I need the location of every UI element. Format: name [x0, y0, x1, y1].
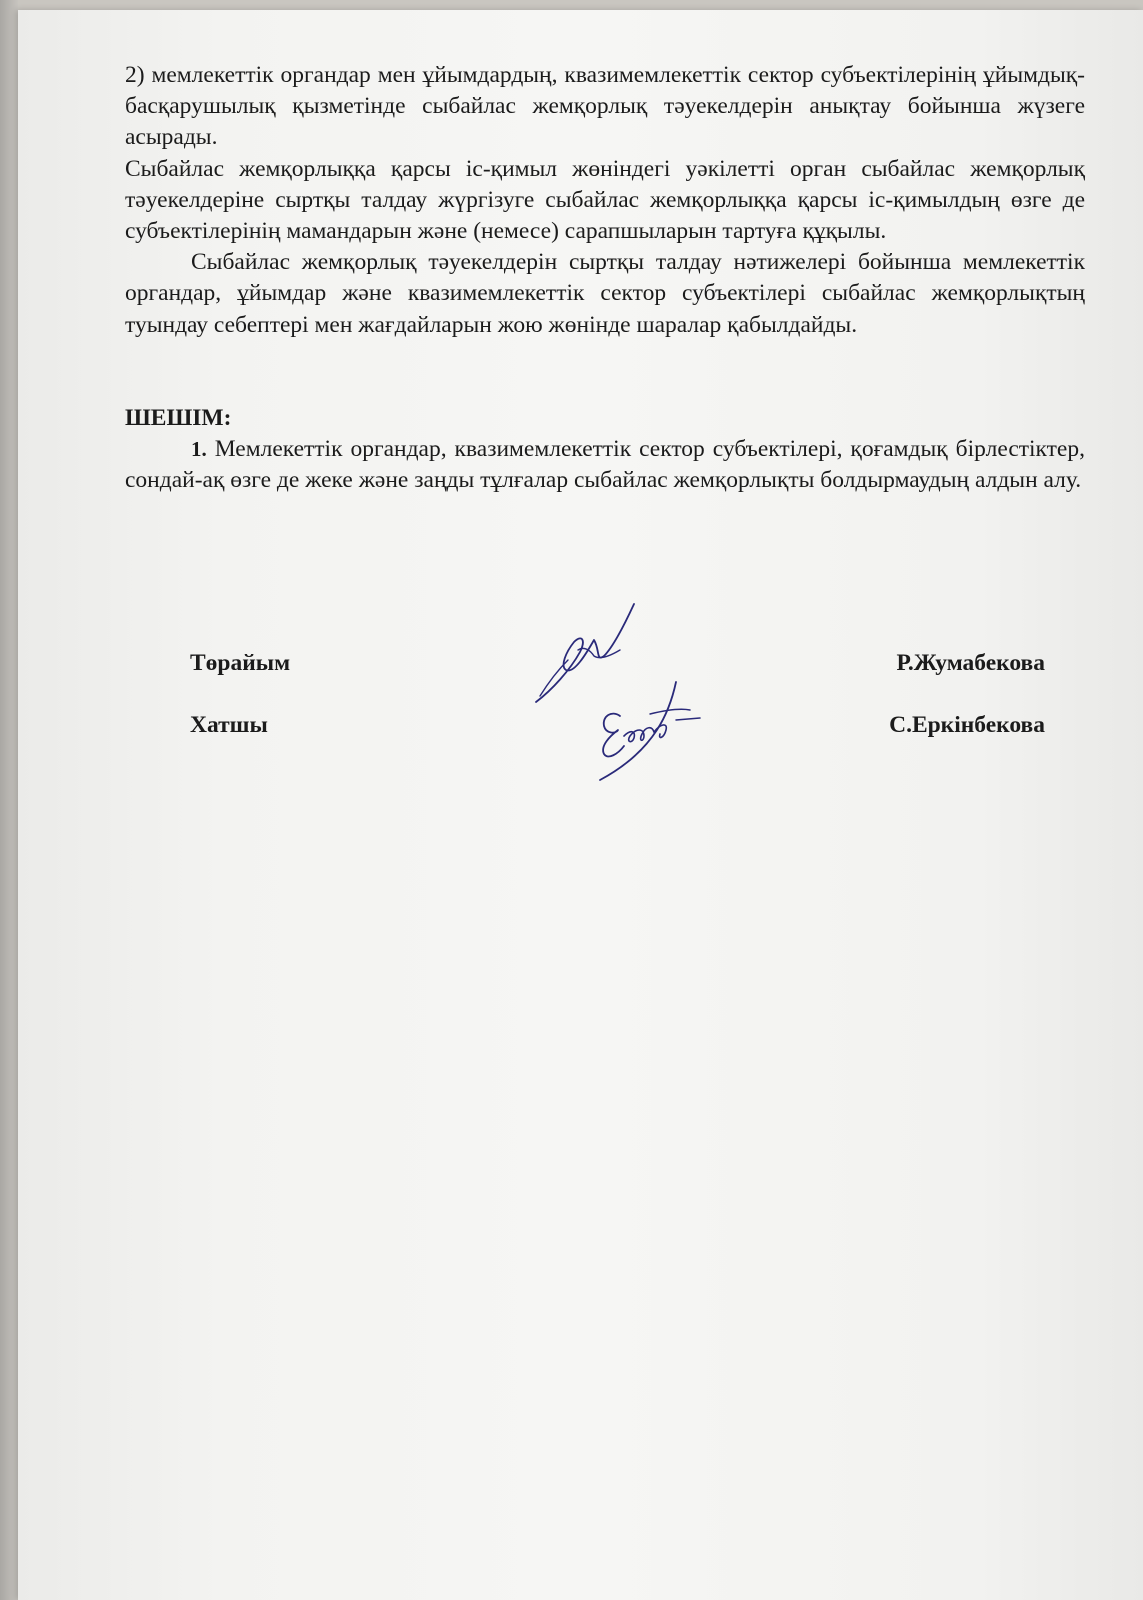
chair-name: Р.Жумабекова — [896, 650, 1045, 676]
decision-heading: ШЕШІМ: — [125, 404, 232, 431]
chair-role: Төрайым — [190, 650, 291, 676]
decision-item-number: 1. — [191, 436, 207, 461]
secretary-signature — [590, 680, 710, 785]
paragraph-authority: Сыбайлас жемқорлыққа қарсы іс-қимыл жөніндегі уәкілетті орган сыбайлас жемқорлық тәуекелдеріне сыртқы талдау жүргізуге сыбайлас жемқорлыққа қарсы іс-қимылдың өзге де субъектілерінің мамандарын және (немесе) сарапшыларын тартуға құқылы. — [125, 155, 1085, 245]
section-gap — [125, 341, 1085, 403]
secretary-role: Хатшы — [190, 712, 268, 738]
paragraph-measures: Сыбайлас жемқорлық тәуекелдерін сыртқы талдау нәтижелері бойынша мемлекеттік органдар, ұйымдар және квазимемлекеттік сектор субъектілері сыбайлас жемқорлықтың туындау себептері мен жағдайларын жою жөнінде шаралар қабылдайды. — [125, 249, 1085, 338]
background-edge — [0, 0, 18, 1600]
paragraph-item-2: 2) мемлекеттік органдар мен ұйымдардың, квазимемлекеттік сектор субъектілерінің ұйымдық-басқарушылық қызметінде сыбайлас жемқорлық тәуекелдерін анықтау бойынша жүзеге асырады. — [125, 62, 1085, 151]
decision-item-text: Мемлекеттік органдар, квазимемлекеттік сектор субъектілері, қоғамдық бірлестіктер, сондай-ақ өзге де жеке және заңды тұлғалар сыбайлас жемқорлықты болдырмаудың алдын алу. — [125, 435, 1085, 494]
decision-item — [125, 434, 1085, 496]
secretary-name: С.Еркінбекова — [889, 712, 1045, 738]
document-body — [125, 60, 1085, 496]
